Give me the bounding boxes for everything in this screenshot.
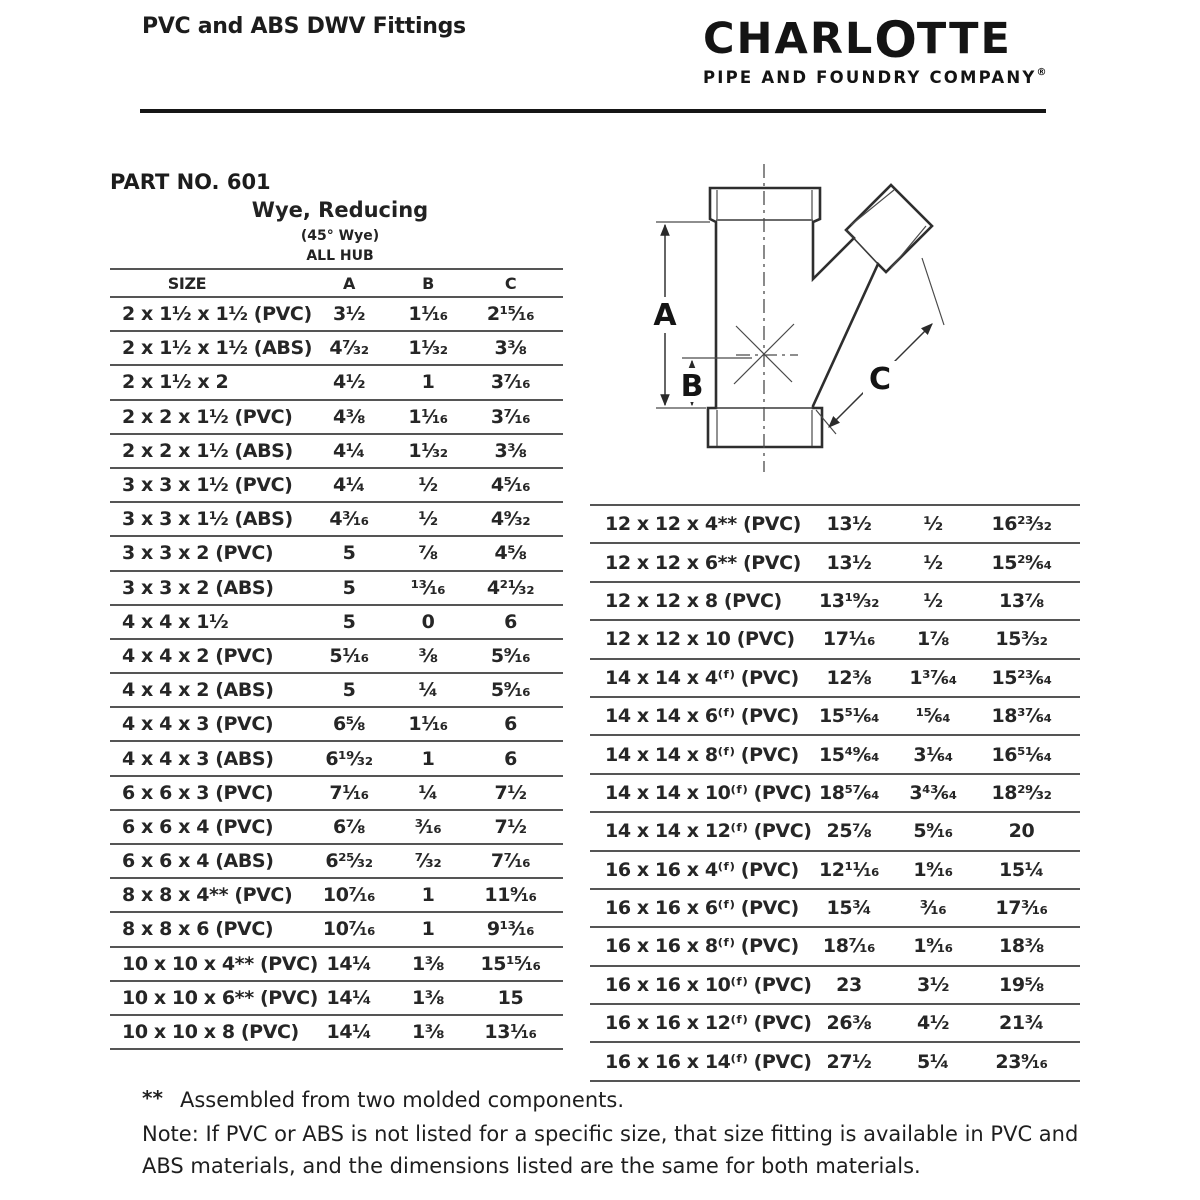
table-header-row <box>110 268 563 298</box>
size-cell: 4 x 4 x 1½ <box>122 610 229 633</box>
footnote-note-line1: Note: If PVC or ABS is not listed for a specific size, that size fitting is available in PVC and <box>142 1122 1079 1146</box>
dimension-cell: 15³⁄₃₂ <box>995 628 1048 651</box>
dimension-cell: 5 <box>342 679 356 702</box>
dim-label-c: C <box>868 362 892 397</box>
size-cell: 4 x 4 x 2 (PVC) <box>122 644 274 667</box>
size-cell: 6 x 6 x 4 (PVC) <box>122 815 274 838</box>
dimension-cell: 1 <box>421 747 435 770</box>
dimension-cell: 13⅞ <box>999 589 1044 612</box>
dimension-cell: 3¹⁄₆₄ <box>913 743 953 766</box>
size-cell: 2 x 2 x 1½ (ABS) <box>122 439 293 462</box>
company-logo <box>703 11 1048 87</box>
table-body-left <box>110 298 563 1050</box>
dimension-cell: 7⁷⁄₁₆ <box>490 850 531 873</box>
table-row <box>110 913 563 947</box>
table-body-right <box>590 506 1080 1082</box>
logo-subtitle-text: PIPE AND FOUNDRY COMPANY <box>703 68 1037 87</box>
dimension-cell: 18²⁹⁄₃₂ <box>991 781 1052 804</box>
dimension-cell: 1⅜ <box>411 1021 445 1044</box>
dimension-cell: 1¹⁄₁₆ <box>408 405 448 428</box>
dimension-cell: ⁷⁄₃₂ <box>414 850 442 873</box>
dimension-cell: ½ <box>418 508 438 531</box>
table-row <box>590 813 1080 851</box>
dimension-cell: 14¼ <box>326 1021 372 1044</box>
dimension-cell: 26⅜ <box>826 1012 872 1035</box>
dimension-cell: ⅞ <box>418 542 438 565</box>
size-cell: 16 x 16 x 12⁽ᶠ⁾ (PVC) <box>605 1012 812 1035</box>
dimension-cell: 1⅞ <box>916 628 950 651</box>
dimension-cell: 9¹³⁄₁₆ <box>486 918 535 941</box>
dimension-cell: ³⁄₁₆ <box>414 815 442 838</box>
table-row <box>110 332 563 366</box>
dimension-cell: 3⅜ <box>494 337 527 360</box>
table-row <box>110 401 563 435</box>
dimension-cell: 6²⁵⁄₃₂ <box>325 850 373 873</box>
dimension-cell: 3½ <box>916 973 950 996</box>
dimension-cell: ³⁄₁₆ <box>919 897 947 920</box>
dimension-cell: 1⅜ <box>411 952 445 975</box>
dimension-cell: 13¹⁹⁄₃₂ <box>818 589 880 612</box>
size-cell: 12 x 12 x 6** (PVC) <box>605 551 801 574</box>
dimension-cell: 7½ <box>494 781 527 804</box>
dimension-cell: 15²³⁄₆₄ <box>991 666 1052 689</box>
dimension-cell: 1¹⁄₁₆ <box>408 713 448 736</box>
col-header-c: C <box>504 273 517 293</box>
dimension-cell: 3⁷⁄₁₆ <box>490 405 531 428</box>
dimension-cell: 15 <box>497 986 524 1009</box>
table-row <box>110 640 563 674</box>
table-row <box>110 606 563 640</box>
dimension-cell: 3½ <box>332 303 366 326</box>
size-cell: 10 x 10 x 4** (PVC) <box>122 952 318 975</box>
table-row <box>110 948 563 982</box>
table-row <box>590 852 1080 890</box>
size-cell: 2 x 1½ x 2 <box>122 371 229 394</box>
dimension-cell: 15¼ <box>999 858 1044 881</box>
dimension-cell: 12¹¹⁄₁₆ <box>818 858 880 881</box>
table-row <box>590 621 1080 659</box>
header-divider <box>140 109 1046 113</box>
size-cell: 2 x 2 x 1½ (PVC) <box>122 405 293 428</box>
dimension-cell: 20 <box>1008 820 1035 843</box>
size-cell: 16 x 16 x 6⁽ᶠ⁾ (PVC) <box>605 897 799 920</box>
dimension-cell: 6¹⁹⁄₃₂ <box>325 747 373 770</box>
dimension-cell: 4²¹⁄₃₂ <box>486 576 535 599</box>
size-cell: 6 x 6 x 4 (ABS) <box>122 850 274 873</box>
size-cell: 16 x 16 x 14⁽ᶠ⁾ (PVC) <box>605 1050 812 1073</box>
dimension-cell: 12⅜ <box>826 666 872 689</box>
dimension-cell: 4⁹⁄₃₂ <box>490 508 531 531</box>
table-row <box>590 928 1080 966</box>
table-row <box>110 982 563 1016</box>
dimension-cell: 16⁵¹⁄₆₄ <box>991 743 1052 766</box>
dimension-cell: 5 <box>342 610 356 633</box>
table-row <box>110 674 563 708</box>
logo-wordmark: CHARLOTTE <box>703 11 1012 69</box>
dimension-cell: 1 <box>421 371 435 394</box>
dim-c-extension-lines <box>816 258 944 434</box>
table-row <box>110 879 563 913</box>
size-cell: 3 x 3 x 1½ (PVC) <box>122 474 293 497</box>
dimension-cell: 11⁹⁄₁₆ <box>484 884 537 907</box>
dimension-cell: 25⅞ <box>826 820 872 843</box>
size-cell: 12 x 12 x 4** (PVC) <box>605 513 801 536</box>
dimension-cell: 13¹⁄₁₆ <box>484 1021 537 1044</box>
dimension-cell: 6 <box>504 713 517 736</box>
table-row <box>110 298 563 332</box>
size-cell: 16 x 16 x 4⁽ᶠ⁾ (PVC) <box>605 858 799 881</box>
col-header-a: A <box>343 273 355 293</box>
dimension-cell: 4³⁄₁₆ <box>329 508 369 531</box>
dimension-cell: 4⅝ <box>494 542 527 565</box>
size-cell: 14 x 14 x 8⁽ᶠ⁾ (PVC) <box>605 743 799 766</box>
dimension-cell: 7½ <box>494 815 527 838</box>
dimension-cell: ¹³⁄₁₆ <box>410 576 446 599</box>
dimension-cell: 10⁷⁄₁₆ <box>322 918 376 941</box>
dimension-cell: 6 <box>504 747 517 770</box>
dimension-cell: ¼ <box>418 781 438 804</box>
size-cell: 4 x 4 x 3 (ABS) <box>122 747 274 770</box>
footnote-assembled: Assembled from two molded components. <box>180 1088 625 1112</box>
size-cell: 4 x 4 x 2 (ABS) <box>122 679 274 702</box>
table-row <box>110 811 563 845</box>
dimension-cell: 1⁹⁄₁₆ <box>913 858 953 881</box>
table-row <box>590 544 1080 582</box>
dimension-cell: 6 <box>504 610 517 633</box>
table-row <box>110 469 563 503</box>
table-row <box>590 736 1080 774</box>
dimension-cell: 4½ <box>916 1012 950 1035</box>
table-row <box>110 366 563 400</box>
dimension-cell: ½ <box>923 589 943 612</box>
dimension-cell: 15¹⁵⁄₁₆ <box>480 952 541 975</box>
table-row <box>590 967 1080 1005</box>
dimension-cell: 27½ <box>826 1050 872 1073</box>
size-cell: 14 x 14 x 10⁽ᶠ⁾ (PVC) <box>605 781 812 804</box>
dimension-cell: 14¼ <box>326 952 372 975</box>
table-row <box>110 503 563 537</box>
dimension-cell: 2¹⁵⁄₁₆ <box>486 303 535 326</box>
table-row <box>590 660 1080 698</box>
part-subtitle-wye: (45° Wye) <box>300 228 380 244</box>
page-title: PVC and ABS DWV Fittings <box>142 14 466 39</box>
dimension-cell: ½ <box>923 513 943 536</box>
table-row <box>590 1005 1080 1043</box>
dimension-cell: 1¹⁄₃₂ <box>408 337 448 360</box>
size-cell: 8 x 8 x 6 (PVC) <box>122 918 274 941</box>
size-cell: 8 x 8 x 4** (PVC) <box>122 884 293 907</box>
dimension-cell: 4½ <box>332 371 366 394</box>
dimension-cell: 7¹⁄₁₆ <box>329 781 369 804</box>
size-cell: 3 x 3 x 2 (ABS) <box>122 576 274 599</box>
table-row <box>110 708 563 742</box>
dimension-cell: 1 <box>421 884 435 907</box>
part-subtitle-hub: ALL HUB <box>306 248 374 264</box>
dimension-cell: 15²⁹⁄₆₄ <box>991 551 1052 574</box>
logo-wordmark-right: TTE <box>916 14 1012 64</box>
size-cell: 3 x 3 x 2 (PVC) <box>122 542 274 565</box>
logo-wordmark-left: CHARL <box>703 14 875 64</box>
table-row <box>590 698 1080 736</box>
dimension-cell: 16²³⁄₃₂ <box>991 513 1052 536</box>
table-row <box>110 435 563 469</box>
registered-mark-icon: ® <box>1036 67 1047 78</box>
footnote-marker: ** <box>142 1086 163 1110</box>
size-cell: 12 x 12 x 10 (PVC) <box>605 628 795 651</box>
dimension-cell: 15¾ <box>826 897 872 920</box>
dimension-cell: 5⁹⁄₁₆ <box>490 644 531 667</box>
dimension-cell: ¼ <box>418 679 438 702</box>
dimension-cell: 17³⁄₁₆ <box>995 897 1048 920</box>
dimension-cell: 1 <box>421 918 435 941</box>
dimension-cell: 13½ <box>826 551 872 574</box>
size-cell: 14 x 14 x 4⁽ᶠ⁾ (PVC) <box>605 666 799 689</box>
table-row <box>110 1016 563 1050</box>
dimension-cell: 18³⁷⁄₆₄ <box>991 705 1052 728</box>
dimension-cell: 6⅝ <box>332 713 366 736</box>
dimension-cell: 14¼ <box>326 986 372 1009</box>
dimension-cell: 3⁷⁄₁₆ <box>490 371 531 394</box>
dimension-cell: 10⁷⁄₁₆ <box>322 884 376 907</box>
dimension-cell: 6⅞ <box>332 815 366 838</box>
table-row <box>590 1043 1080 1081</box>
dimension-cell: 5 <box>342 576 356 599</box>
dimension-cell: 4⅜ <box>332 405 366 428</box>
size-cell: 14 x 14 x 12⁽ᶠ⁾ (PVC) <box>605 820 812 843</box>
dimension-cell: 1¹⁄₁₆ <box>408 303 448 326</box>
dimension-cell: 4⁵⁄₁₆ <box>490 474 531 497</box>
dimension-cell: 15⁴⁹⁄₆₄ <box>818 743 880 766</box>
dimension-cell: 18⅜ <box>999 935 1044 958</box>
table-row <box>110 537 563 571</box>
table-row <box>590 583 1080 621</box>
logo-subtitle <box>703 67 1048 87</box>
dimension-cell: 23⁹⁄₁₆ <box>995 1050 1048 1073</box>
part-number: PART NO. 601 <box>110 170 271 194</box>
dimension-cell: 15⁵¹⁄₆₄ <box>818 705 880 728</box>
dimension-cell: 5⁹⁄₁₆ <box>913 820 953 843</box>
col-header-size: SIZE <box>167 273 207 293</box>
dimension-cell: 5¹⁄₁₆ <box>329 644 369 667</box>
dimension-cell: 19⅝ <box>999 973 1044 996</box>
dimension-cell: 4¼ <box>332 439 366 462</box>
dimension-cell: 13½ <box>826 513 872 536</box>
size-cell: 12 x 12 x 8 (PVC) <box>605 589 782 612</box>
dimensions-table-left <box>110 268 563 1050</box>
size-cell: 10 x 10 x 8 (PVC) <box>122 1021 299 1044</box>
table-row <box>590 775 1080 813</box>
dimension-cell: 5⁹⁄₁₆ <box>490 679 531 702</box>
dimension-cell: 1⅜ <box>411 986 445 1009</box>
size-cell: 16 x 16 x 8⁽ᶠ⁾ (PVC) <box>605 935 799 958</box>
size-cell: 2 x 1½ x 1½ (ABS) <box>122 337 313 360</box>
size-cell: 14 x 14 x 6⁽ᶠ⁾ (PVC) <box>605 705 799 728</box>
dim-label-a: A <box>653 298 677 333</box>
dimensions-table-right <box>590 504 1080 1082</box>
dimension-cell: 18⁵⁷⁄₆₄ <box>818 781 880 804</box>
dimension-cell: 3⁴³⁄₆₄ <box>909 781 957 804</box>
size-cell: 3 x 3 x 1½ (ABS) <box>122 508 293 531</box>
dimension-cell: 23 <box>836 973 862 996</box>
dimension-cell: 1³⁷⁄₆₄ <box>909 666 957 689</box>
size-cell: 6 x 6 x 3 (PVC) <box>122 781 274 804</box>
dimension-cell: ⅜ <box>418 644 438 667</box>
table-row <box>110 742 563 776</box>
size-cell: 4 x 4 x 3 (PVC) <box>122 713 274 736</box>
dimension-cell: ¹⁵⁄₆₄ <box>915 705 951 728</box>
dimension-cell: 1⁹⁄₁₆ <box>913 935 953 958</box>
table-row <box>590 506 1080 544</box>
dimension-cell: 21¾ <box>999 1012 1044 1035</box>
dimension-cell: ½ <box>923 551 943 574</box>
dimension-cell: 5¼ <box>916 1050 950 1073</box>
dimension-cell: 4¼ <box>332 474 366 497</box>
dim-label-b: B <box>680 369 704 404</box>
size-cell: 2 x 1½ x 1½ (PVC) <box>122 303 312 326</box>
table-row <box>590 890 1080 928</box>
dimension-cell: ½ <box>418 474 438 497</box>
col-header-b: B <box>422 273 434 293</box>
dimension-cell: 4⁷⁄₃₂ <box>329 337 369 360</box>
dimension-cell: 17¹⁄₁₆ <box>822 628 876 651</box>
dimension-cell: 5 <box>342 542 356 565</box>
size-cell: 10 x 10 x 6** (PVC) <box>122 986 318 1009</box>
table-row <box>110 777 563 811</box>
size-cell: 16 x 16 x 10⁽ᶠ⁾ (PVC) <box>605 973 812 996</box>
footnote-note-line2: ABS materials, and the dimensions listed are the same for both materials. <box>142 1154 921 1178</box>
dimension-cell: 0 <box>421 610 435 633</box>
dimension-cell: 18⁷⁄₁₆ <box>822 935 876 958</box>
part-name: Wye, Reducing <box>251 198 429 222</box>
table-row <box>110 572 563 606</box>
wye-fitting-diagram <box>620 158 1100 500</box>
dimension-cell: 1¹⁄₃₂ <box>408 439 448 462</box>
table-row <box>110 845 563 879</box>
dimension-cell: 3⅜ <box>494 439 527 462</box>
